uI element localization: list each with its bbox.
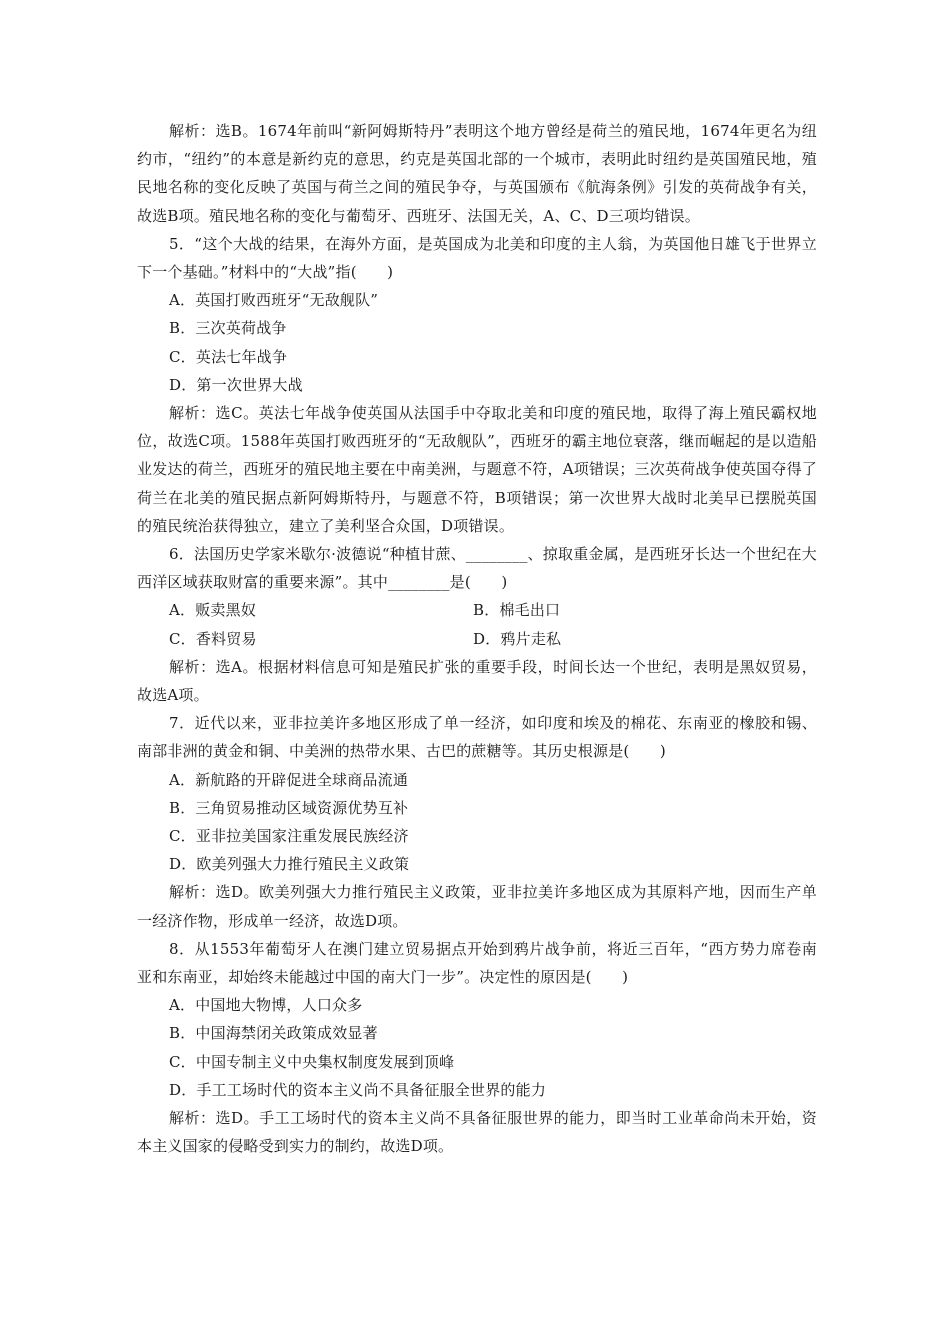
question-6-option-c: C．香料贸易 (169, 629, 257, 648)
question-6-options-row-2 (137, 625, 817, 653)
question-5-option-b: B．三次英荷战争 (169, 319, 287, 338)
question-7-option-a: A．新航路的开辟促进全球商品流通 (169, 770, 409, 789)
analysis-q7: 解析：选D。欧美列强大力推行殖民主义政策，亚非拉美许多地区成为其原料产地，因而生产单一经济作物，形成单一经济，故选D项。 (137, 883, 817, 930)
question-8-option-a: A．中国地大物博，人口众多 (169, 996, 363, 1015)
question-8-stem: 8．从1553年葡萄牙人在澳门建立贸易据点开始到鸦片战争前，将近三百年，“西方势力席卷南亚和东南亚，却始终未能越过中国的南大门一步”。决定性的原因是( ) (137, 939, 817, 986)
question-8-option-d: D．手工工场时代的资本主义尚不具备征服全世界的能力 (169, 1080, 547, 1099)
document-body (137, 117, 817, 1160)
question-6-options-row-1 (137, 596, 817, 624)
question-5-option-a: A．英国打败西班牙“无敌舰队” (169, 291, 379, 310)
analysis-q6: 解析：选A。根据材料信息可知是殖民扩张的重要手段，时间长达一个世纪，表明是黑奴贸易，故选A项。 (137, 657, 817, 704)
question-7-stem: 7．近代以来，亚非拉美许多地区形成了单一经济，如印度和埃及的棉花、东南亚的橡胶和锡、南部非洲的黄金和铜、中美洲的热带水果、古巴的蔗糖等。其历史根源是( ) (137, 714, 817, 761)
question-5-stem: 5．“这个大战的结果，在海外方面，是英国成为北美和印度的主人翁，为英国他日雄飞于世界立下一个基础。”材料中的“大战”指( ) (137, 234, 817, 282)
question-6-option-a: A．贩卖黑奴 (169, 601, 257, 620)
question-5-option-d: D．第一次世界大战 (169, 375, 303, 394)
question-5-option-c: C．英法七年战争 (169, 347, 288, 366)
question-6-option-b: B．棉毛出口 (473, 601, 561, 620)
analysis-q8: 解析：选D。手工工场时代的资本主义尚不具备征服世界的能力，即当时工业革命尚未开始，资本主义国家的侵略受到实力的制约，故选D项。 (137, 1108, 817, 1156)
analysis-q5: 解析：选C。英法七年战争使英国从法国手中夺取北美和印度的殖民地，取得了海上殖民霸权地位，故选C项。1588年英国打败西班牙的“无敌舰队”，西班牙的霸主地位衰落，继而崛起的是以造船业发达的荷兰，西班牙的殖民地主要在中南美洲，与题意不符，A项错误；三次英荷战争使英国夺得了荷兰在北美的殖民据点新阿姆斯特丹，与题意不符，B项错误；第一次世界大战时北美早已摆脱英国的殖民统治获得独立，建立了美利坚合众国，D项错误。 (137, 403, 817, 535)
analysis-q4: 解析：选B。1674年前叫“新阿姆斯特丹”表明这个地方曾经是荷兰的殖民地，1674年更名为纽约市，“纽约”的本意是新约克的意思，约克是英国北部的一个城市，表明此时纽约是英国殖民地，殖民地名称的变化反映了英国与荷兰之间的殖民争夺，与英国颁布《航海条例》引发的英荷战争有关，故选B项。殖民地名称的变化与葡萄牙、西班牙、法国无关，A、C、D三项均错误。 (137, 122, 817, 225)
question-7-option-c: C．亚非拉美国家注重发展民族经济 (169, 826, 409, 845)
question-8-option-b: B．中国海禁闭关政策成效显著 (169, 1024, 378, 1043)
question-7-option-d: D．欧美列强大力推行殖民主义政策 (169, 855, 410, 874)
question-8-option-c: C．中国专制主义中央集权制度发展到顶峰 (169, 1052, 455, 1071)
question-6-option-d: D．鸦片走私 (473, 629, 562, 648)
question-6-stem: 6．法国历史学家米歇尔·波德说“种植甘蔗、________、掠取重金属，是西班牙长达一个世纪在大西洋区域获取财富的重要来源”。其中________是( ) (137, 544, 817, 592)
question-7-option-b: B．三角贸易推动区域资源优势互补 (169, 798, 409, 817)
